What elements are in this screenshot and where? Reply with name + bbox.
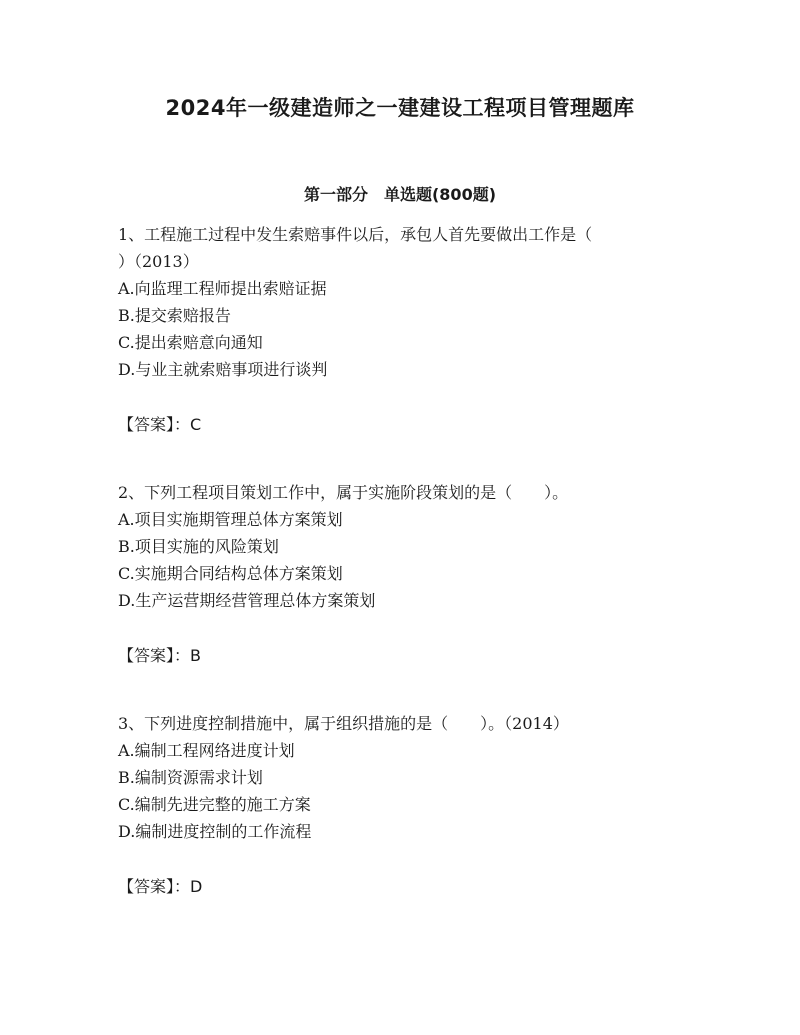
option-c: C.编制先进完整的施工方案	[118, 795, 311, 814]
option-b: B.提交索赔报告	[118, 306, 231, 325]
option-d: D.与业主就索赔事项进行谈判	[118, 360, 328, 379]
option-a: A.编制工程网络进度计划	[118, 741, 295, 760]
document-title: 2024年一级建造师之一建建设工程项目管理题库	[165, 96, 635, 120]
question-1	[118, 221, 678, 438]
answer: 【答案】：D	[118, 877, 203, 896]
option-c: C.提出索赔意向通知	[118, 333, 263, 352]
answer: 【答案】：B	[118, 646, 201, 665]
option-d: D.生产运营期经营管理总体方案策划	[118, 591, 376, 610]
option-c: C.实施期合同结构总体方案策划	[118, 564, 343, 583]
option-d: D.编制进度控制的工作流程	[118, 822, 312, 841]
answer: 【答案】：C	[118, 415, 202, 434]
option-b: B.项目实施的风险策划	[118, 537, 279, 556]
option-a: A.向监理工程师提出索赔证据	[118, 279, 327, 298]
option-a: A.项目实施期管理总体方案策划	[118, 510, 343, 529]
question-stem-line: 3、下列进度控制措施中，属于组织措施的是（ ）。（2014）	[118, 714, 569, 733]
section-title: 第一部分 单选题(800题)	[303, 185, 497, 204]
option-b: B.编制资源需求计划	[118, 768, 263, 787]
question-stem	[118, 479, 678, 506]
question-stem-line: 1、工程施工过程中发生索赔事件以后，承包人首先要做出工作是（	[118, 225, 593, 244]
question-stem-line: 2、下列工程项目策划工作中，属于实施阶段策划的是（ ）。	[118, 483, 569, 502]
question-stem	[118, 221, 678, 275]
question-stem	[118, 710, 678, 737]
question-stem-line: ）（2013）	[118, 252, 199, 271]
question-3	[118, 710, 678, 900]
question-2	[118, 479, 678, 669]
